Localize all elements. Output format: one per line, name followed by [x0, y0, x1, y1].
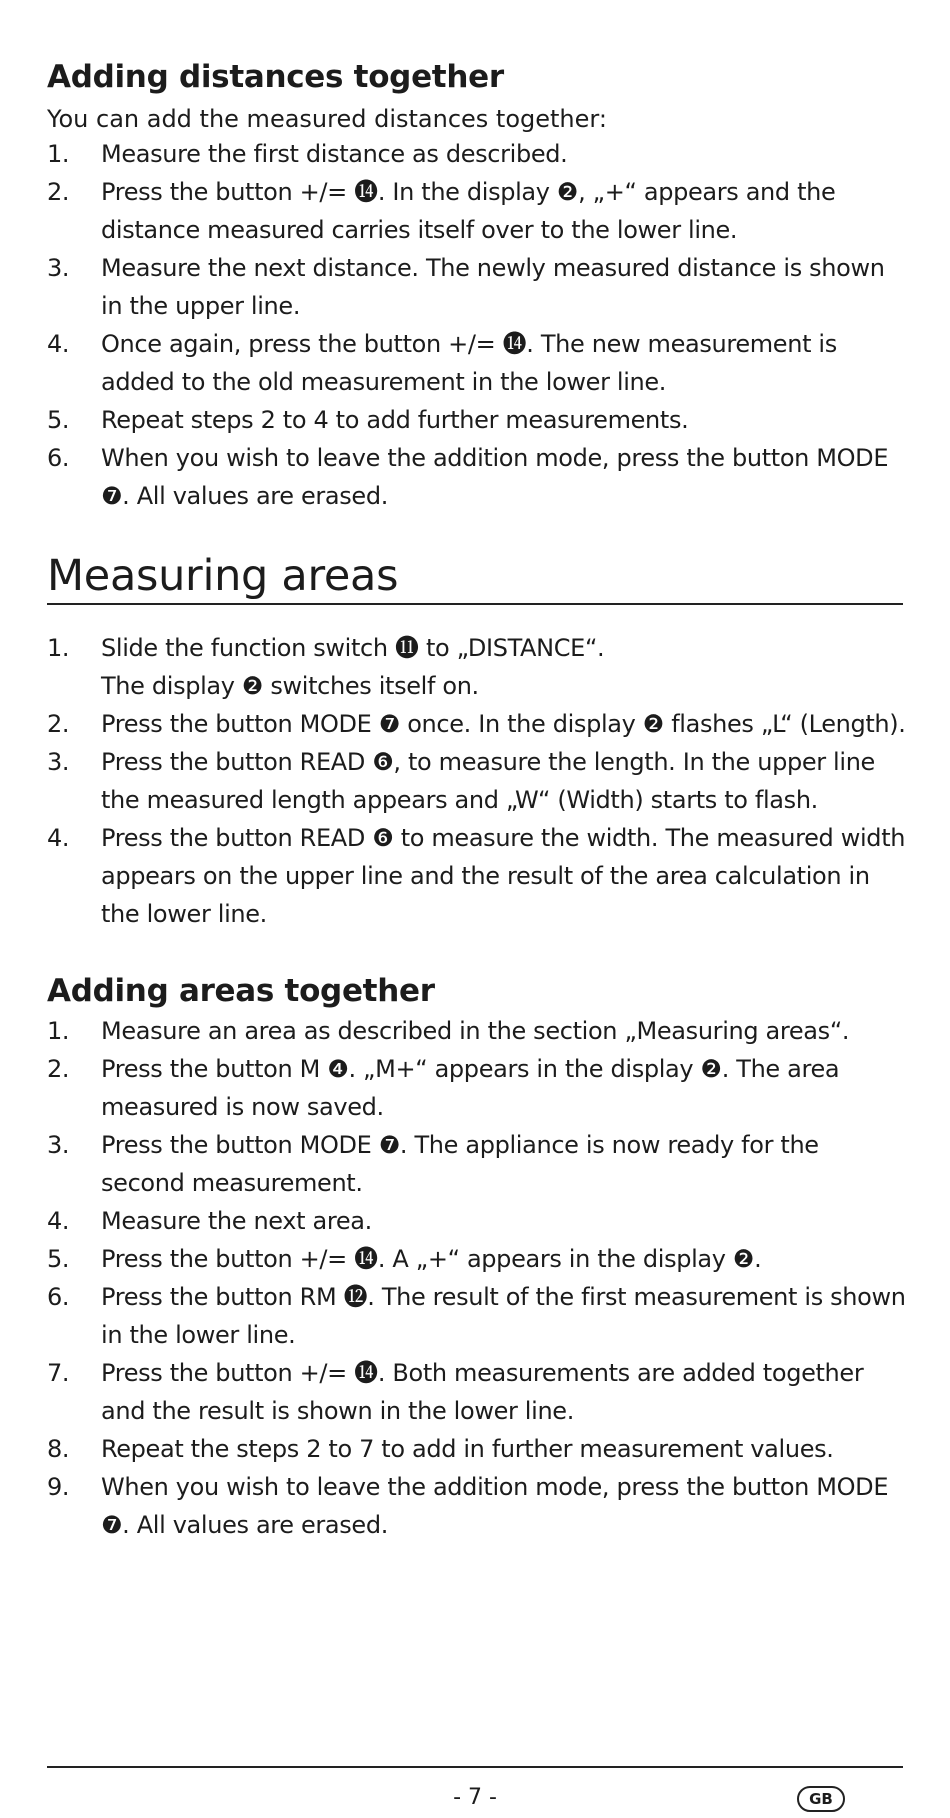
- adding-distances-intro: You can add the measured distances together:: [47, 105, 607, 133]
- step-text: Measure the next area.: [101, 1207, 372, 1235]
- step-number: 1.: [47, 1017, 70, 1045]
- list-item: [47, 1202, 907, 1240]
- step-number: 4.: [47, 824, 70, 852]
- step-number: 2.: [47, 710, 70, 738]
- step-number: 3.: [47, 1131, 70, 1159]
- step-text: Measure the next distance. The newly measured distance is shown in the upper line.: [101, 254, 885, 320]
- step-text: Press the button +/= ⓮. In the display ❷, „+“ appears and the distance measured carries itself over to the lower line.: [101, 178, 836, 244]
- list-item: [47, 1430, 907, 1468]
- step-text: Repeat the steps 2 to 7 to add in further measurement values.: [101, 1435, 834, 1463]
- step-number: 2.: [47, 178, 70, 206]
- step-number: 8.: [47, 1435, 70, 1463]
- list-item: [47, 1012, 907, 1050]
- step-text: Press the button M ❹. „M+“ appears in the display ❷. The area measured is now saved.: [101, 1055, 840, 1121]
- step-text: When you wish to leave the addition mode, press the button MODE ❼. All values are erased.: [101, 1473, 889, 1539]
- step-text: Press the button MODE ❼. The appliance is now ready for the second measurement.: [101, 1131, 819, 1197]
- list-item: [47, 1278, 907, 1354]
- step-text: Press the button +/= ⓮. Both measurements are added together and the result is shown in the lower line.: [101, 1359, 864, 1425]
- step-text: Measure an area as described in the section „Measuring areas“.: [101, 1017, 850, 1045]
- adding-distances-steps: [47, 135, 907, 515]
- step-number: 6.: [47, 444, 70, 472]
- step-number: 6.: [47, 1283, 70, 1311]
- list-item: [47, 173, 907, 249]
- step-text: Measure the first distance as described.: [101, 140, 568, 168]
- list-item: [47, 819, 907, 933]
- measuring-areas-heading: Measuring areas: [47, 551, 399, 601]
- list-item: [47, 439, 907, 515]
- step-text: Press the button RM ⓬. The result of the first measurement is shown in the lower line.: [101, 1283, 906, 1349]
- step-number: 5.: [47, 1245, 70, 1273]
- step-number: 4.: [47, 330, 70, 358]
- adding-areas-steps: [47, 1012, 907, 1544]
- step-number: 5.: [47, 406, 70, 434]
- adding-areas-heading: Adding areas together: [47, 973, 435, 1009]
- footer-divider: [47, 1766, 903, 1768]
- language-badge: GB: [797, 1786, 845, 1812]
- list-item: [47, 135, 907, 173]
- list-item: [47, 1468, 907, 1544]
- list-item: [47, 1126, 907, 1202]
- step-text: Press the button READ ❻ to measure the width. The measured width appears on the upper line and the result of the area calculation in the lower line.: [101, 824, 906, 928]
- step-text: Press the button MODE ❼ once. In the display ❷ flashes „L“ (Length).: [101, 710, 906, 738]
- step-text: Press the button +/= ⓮. A „+“ appears in the display ❷.: [101, 1245, 762, 1273]
- step-text: Once again, press the button +/= ⓮. The new measurement is added to the old measurement in the lower line.: [101, 330, 837, 396]
- list-item: [47, 1240, 907, 1278]
- step-number: 7.: [47, 1359, 70, 1387]
- list-item: [47, 1050, 907, 1126]
- step-number: 3.: [47, 254, 70, 282]
- list-item: [47, 1354, 907, 1430]
- step-number: 1.: [47, 140, 70, 168]
- list-item: [47, 249, 907, 325]
- step-text-continued: The display ❷ switches itself on.: [101, 672, 479, 700]
- list-item: [47, 325, 907, 401]
- list-item: [47, 401, 907, 439]
- list-item: [47, 705, 907, 743]
- list-item: [47, 743, 907, 819]
- step-number: 9.: [47, 1473, 70, 1501]
- step-text: Repeat steps 2 to 4 to add further measurements.: [101, 406, 689, 434]
- step-number: 2.: [47, 1055, 70, 1083]
- step-number: 4.: [47, 1207, 70, 1235]
- page-number: - 7 -: [453, 1785, 497, 1810]
- step-number: 1.: [47, 634, 70, 662]
- step-text: Press the button READ ❻, to measure the length. In the upper line: [101, 748, 875, 776]
- measuring-areas-steps: [47, 629, 907, 933]
- step-text-continued: the measured length appears and „W“ (Width) starts to flash.: [101, 786, 818, 814]
- list-item: [47, 629, 907, 705]
- adding-distances-heading: Adding distances together: [47, 59, 504, 95]
- section-divider: [47, 603, 903, 605]
- step-text: Slide the function switch ⓫ to „DISTANCE“.: [101, 634, 605, 662]
- step-text: When you wish to leave the addition mode, press the button MODE ❼. All values are erased.: [101, 444, 889, 510]
- step-number: 3.: [47, 748, 70, 776]
